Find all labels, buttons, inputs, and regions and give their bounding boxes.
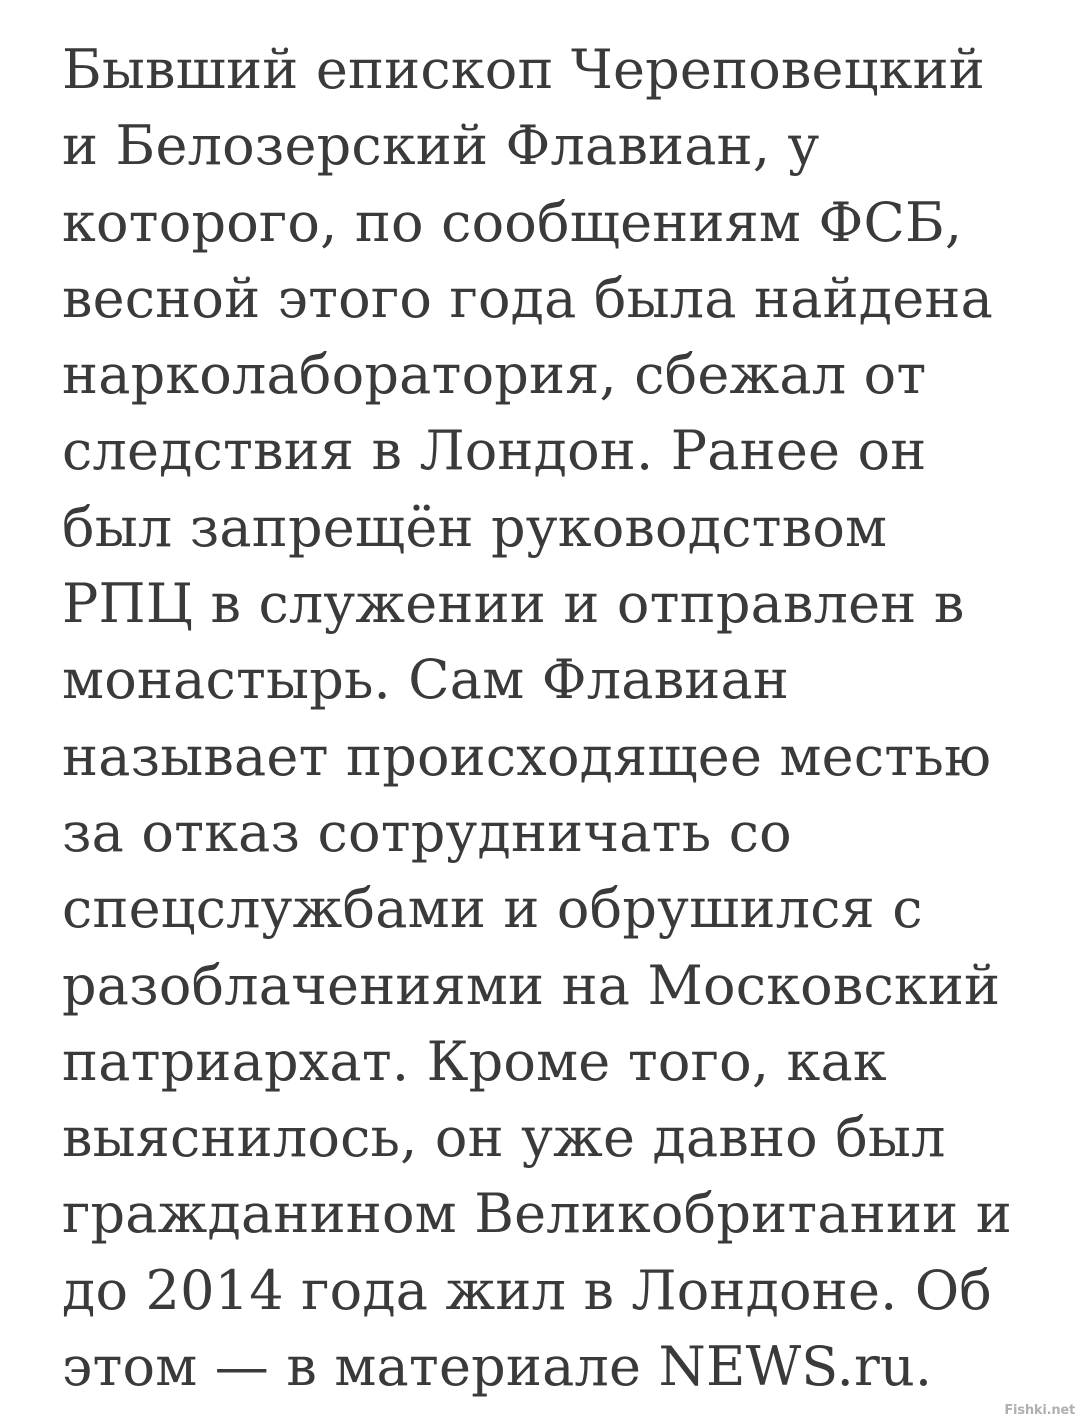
article-line: патриархат. Кроме того, как (62, 1029, 887, 1093)
article-line: этом — в материале NEWS.ru. (62, 1335, 933, 1399)
article-line: гражданином Великобритании и (62, 1182, 1012, 1246)
article-line: до 2014 года жил в Лондоне. Об (62, 1258, 993, 1322)
article-line: РПЦ в служении и отправлен в (62, 572, 965, 636)
article-line: за отказ сотрудничать со (62, 800, 792, 864)
article-line: называет происходящее местью (62, 724, 992, 788)
watermark: Fishki.net (1004, 1403, 1075, 1418)
article-line: и Белозерский Флавиан, у (62, 114, 820, 178)
article-line: весной этого года была найдена (62, 266, 993, 330)
article-line: которого, по сообщениям ФСБ, (62, 190, 963, 254)
article-line: выяснилось, он уже давно был (62, 1106, 946, 1170)
article-text (62, 32, 1052, 1405)
article-line: спецслужбами и обрушился с (62, 877, 923, 941)
article-line: следствия в Лондон. Ранее он (62, 419, 927, 483)
article-line: Бывший епископ Череповецкий (62, 38, 985, 101)
article-line: нарколаборатория, сбежал от (62, 343, 927, 407)
article-line: был запрещён руководством (62, 495, 888, 559)
article-line: разоблачениями на Московский (62, 953, 1001, 1017)
article-line: монастырь. Сам Флавиан (62, 648, 790, 712)
